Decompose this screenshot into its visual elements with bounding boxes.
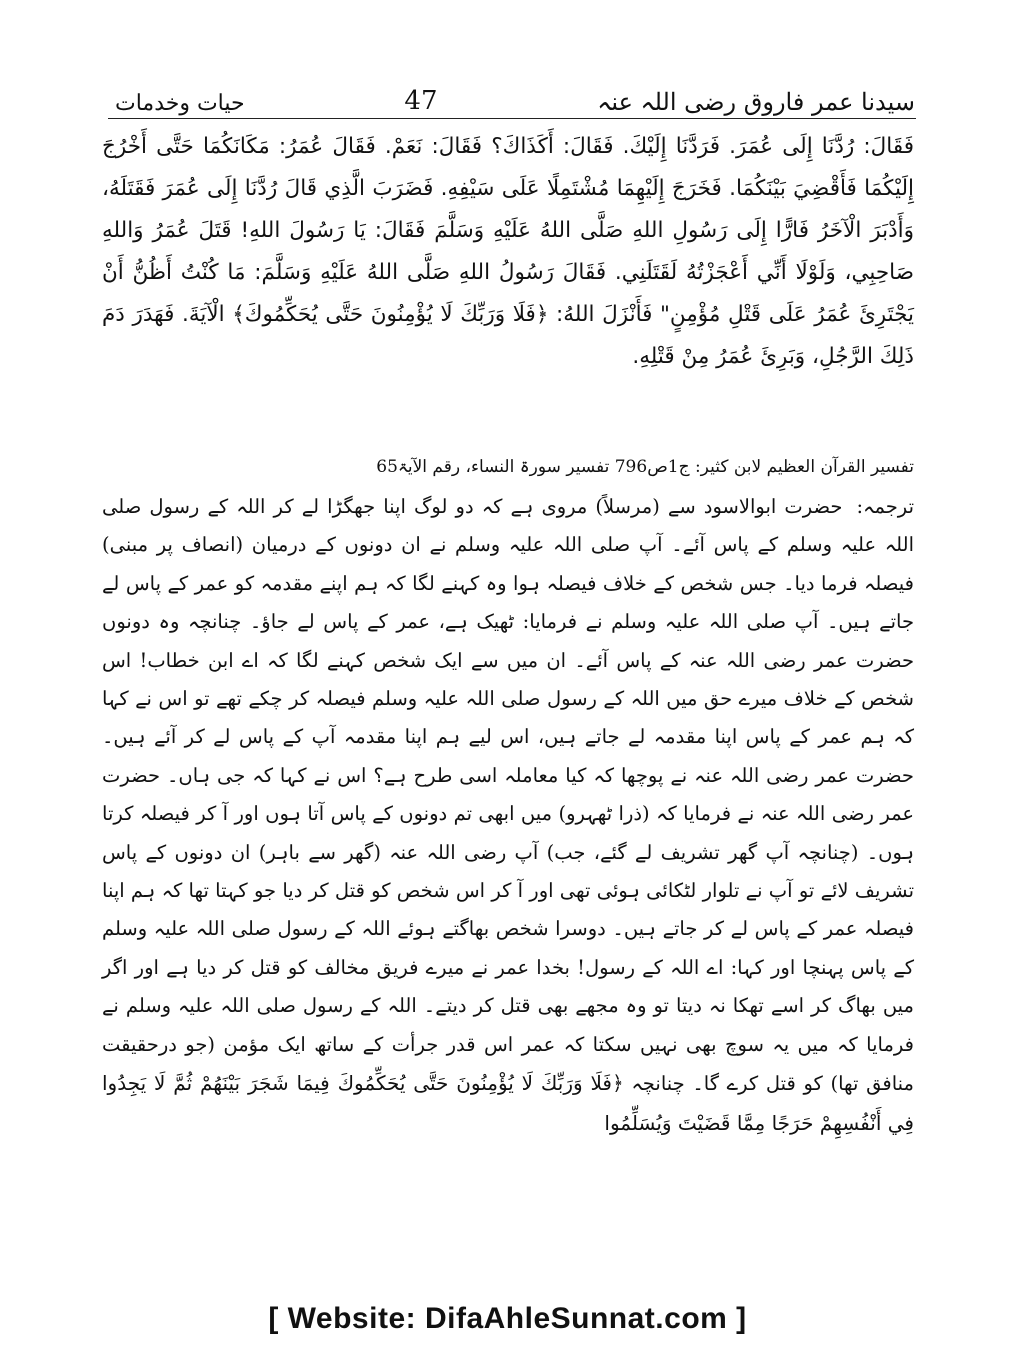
section-title: حیات وخدمات (115, 91, 245, 116)
page-number: 47 (404, 86, 438, 116)
translation-text: حضرت ابوالاسود سے (مرسلاً) مروی ہے کہ دو لوگ اپنا جھگڑا لے کر اللہ کے رسول صلی اللہ علیہ وسلم کے پاس آئے۔ آپ صلی اللہ علیہ وسلم نے ان دونوں کے درمیان (انصاف پر مبنی) فیصلہ فرما دیا۔ جس شخص کے خلاف فیصلہ ہوا وہ کہنے لگا کہ ہم اپنے مقدمہ کو عمر کے پاس لے جاتے ہیں۔ آپ صلی اللہ علیہ وسلم نے فرمایا: ٹھیک ہے، عمر کے پاس لے جاؤ۔ چنانچہ وہ دونوں حضرت عمر رضی اللہ عنہ کے پاس آئے۔ ان میں سے ایک شخص کہنے لگا کہ اے ابن خطاب! اس شخص کے خلاف میرے حق میں اللہ کے رسول صلی اللہ علیہ وسلم فیصلہ کر چکے تھے تو اس نے کہا کہ ہم عمر کے پاس اپنا مقدمہ لے جاتے ہیں، اس لیے ہم اپنا مقدمہ آپ کے پاس لے کر آئے ہیں۔ حضرت عمر رضی اللہ عنہ نے پوچھا کہ کیا معاملہ اسی طرح ہے؟ اس نے کہا کہ جی ہاں۔ حضرت عمر رضی اللہ عنہ نے فرمایا کہ (ذرا ٹھہرو) میں ابھی تم دونوں کے پاس آتا ہوں اور آ کر فیصلہ کرتا ہوں۔ (چنانچہ آپ گھر تشریف لے گئے، جب) آپ رضی اللہ عنہ (گھر سے باہر) ان دونوں کے پاس تشریف لائے تو آپ نے تلوار لٹکائی ہوئی تھی اور آ کر اس شخص کو قتل کر دیا جو کہتا تھا کہ ہم اپنا فیصلہ عمر کے پاس لے کر جاتے ہیں۔ دوسرا شخص بھاگتے ہوئے اللہ کے رسول صلی اللہ علیہ وسلم کے پاس پہنچا اور کہا: اے اللہ کے رسول! بخدا عمر نے میرے فریق مخالف کو قتل کر دیا ہے اور اگر میں بھاگ کر اسے تھکا نہ دیتا تو وہ مجھے بھی قتل کر دیتے۔ اللہ کے رسول صلی اللہ علیہ وسلم نے فرمایا کہ میں یہ سوچ بھی نہیں سکتا کہ عمر اس قدر جرأت کے ساتھ ایک مؤمن (جو درحقیقت منافق تھا) کو قتل کرے گا۔ چنانچہ (102, 495, 914, 1096)
quran-verse-quote: ﴿فَلَا وَرَبِّكَ لَا يُؤْمِنُونَ حَتَّى يُحَكِّمُوكَ فِيمَا شَجَرَ بَيْنَهُمْ ثُمَّ لَا يَجِدُوا فِي أَنْفُسِهِمْ حَرَجًا مِمَّا قَضَيْتَ وَيُسَلِّمُوا (102, 1071, 914, 1135)
website-footer: [ Website: DifaAhleSunnat.com ] (268, 1302, 747, 1335)
arabic-hadith-text: فَقَالَ: رُدَّنَا إِلَى عُمَرَ. فَرَدَّنَا إِلَيْكَ. فَقَالَ: أَكَذَاكَ؟ فَقَالَ: نَعَمْ. فَقَالَ عُمَرُ: مَكَانَكُمَا حَتَّى أَخْرُجَ إِلَيْكُمَا فَأَقْضِيَ بَيْنَكُمَا. فَخَرَجَ إِلَيْهِمَا مُشْتَمِلًا عَلَى سَيْفِهِ. فَضَرَبَ الَّذِي قَالَ رُدَّنَا إِلَى عُمَرَ فَقَتَلَهُ، وَأَدْبَرَ الْآخَرُ فَارًّا إِلَى رَسُولِ اللهِ صَلَّى اللهُ عَلَيْهِ وَسَلَّمَ فَقَالَ: يَا رَسُولَ اللهِ! قَتَلَ عُمَرُ وَاللهِ صَاحِبِي، وَلَوْلَا أَنِّي أَعْجَزْتُهُ لَقَتَلَنِي. فَقَالَ رَسُولُ اللهِ صَلَّى اللهُ عَلَيْهِ وَسَلَّمَ: مَا كُنْتُ أَظُنُّ أَنْ يَجْتَرِئَ عُمَرُ عَلَى قَتْلِ مُؤْمِنٍ" فَأَنْزَلَ اللهُ: ﴿فَلَا وَرَبِّكَ لَا يُؤْمِنُونَ حَتَّى يُحَكِّمُوكَ﴾ الْآيَةَ. فَهَدَرَ دَمَ ذَلِكَ الرَّجُلِ، وَبَرِئَ عُمَرُ مِنْ قَتْلِهِ. (102, 134, 914, 369)
book-title: سیدنا عمر فاروق رضی اللہ عنہ (597, 88, 915, 116)
translation-label: ترجمہ: (856, 495, 914, 518)
page-header (115, 80, 915, 116)
urdu-translation (102, 488, 914, 1143)
source-reference: تفسیر القرآن العظیم لابن کثیر: ج1ص796 تفسیر سورۃ النساء، رقم الآیۃ65 (376, 457, 914, 477)
header-divider (108, 118, 916, 119)
